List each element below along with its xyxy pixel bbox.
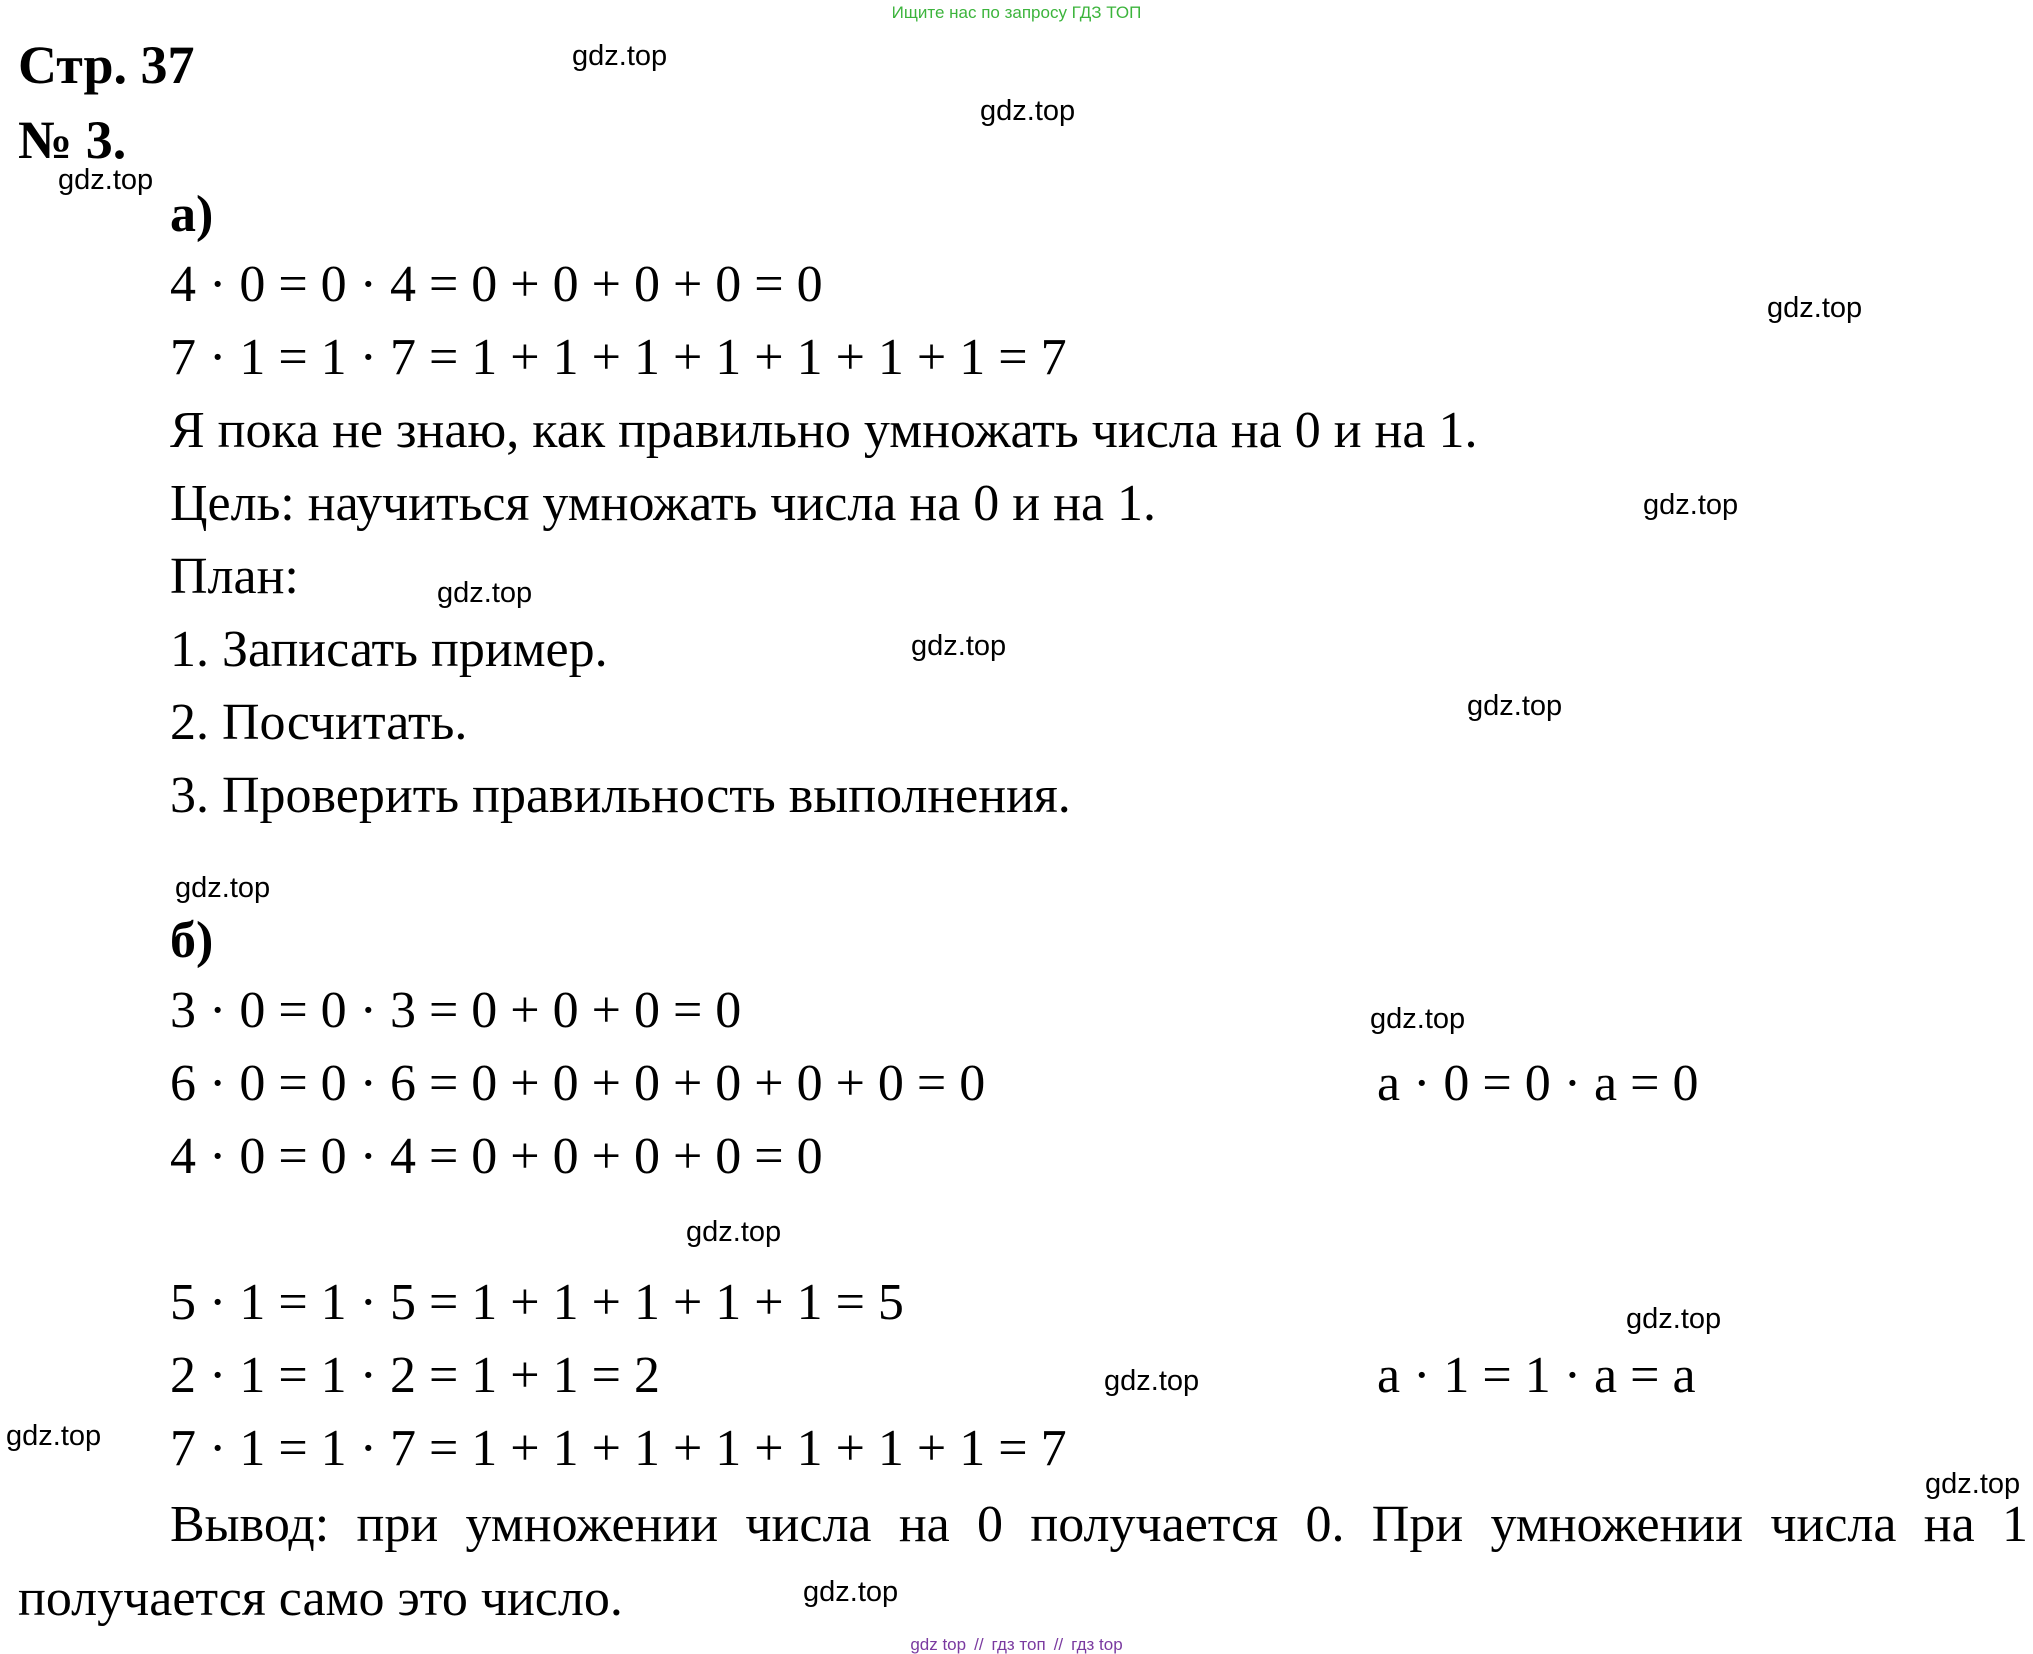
part-a-plan: План: (170, 548, 299, 605)
footer-link[interactable]: gdz top (910, 1635, 967, 1654)
watermark: gdz.top (437, 577, 533, 609)
watermark: gdz.top (803, 1576, 899, 1608)
watermark: gdz.top (1467, 690, 1563, 722)
part-b-one-line-1: 5 · 1 = 1 · 5 = 1 + 1 + 1 + 1 + 1 = 5 (170, 1274, 904, 1331)
one-rule: a · 1 = 1 · a = a (1377, 1347, 1696, 1404)
part-a-goal: Цель: научиться умножать числа на 0 и на 1. (170, 475, 1157, 532)
part-b-one-line-2: 2 · 1 = 1 · 2 = 1 + 1 = 2 (170, 1347, 660, 1404)
footer-separator: // (974, 1635, 984, 1654)
watermark: gdz.top (175, 872, 271, 904)
part-b-one-line-3: 7 · 1 = 1 · 7 = 1 + 1 + 1 + 1 + 1 + 1 + 1 = 7 (170, 1420, 1067, 1477)
watermark: gdz.top (58, 164, 154, 196)
watermark: gdz.top (1370, 1003, 1466, 1035)
watermark: gdz.top (911, 630, 1007, 662)
watermark: gdz.top (686, 1216, 782, 1248)
part-b-zero-line-2: 6 · 0 = 0 · 6 = 0 + 0 + 0 + 0 + 0 + 0 = 0 (170, 1055, 986, 1112)
watermark: gdz.top (1626, 1303, 1722, 1335)
task-number: № 3. (18, 110, 127, 170)
part-a-label: а) (170, 186, 214, 243)
footer-link[interactable]: гдз top (1071, 1635, 1123, 1654)
part-a-line-2: 7 · 1 = 1 · 7 = 1 + 1 + 1 + 1 + 1 + 1 + 1 = 7 (170, 329, 1067, 386)
footer-separator: // (1053, 1635, 1064, 1654)
watermark: gdz.top (572, 40, 668, 72)
part-b-zero-line-1: 3 · 0 = 0 · 3 = 0 + 0 + 0 = 0 (170, 982, 742, 1039)
zero-rule: a · 0 = 0 · a = 0 (1377, 1055, 1699, 1112)
watermark: gdz.top (980, 95, 1076, 127)
watermark: gdz.top (1925, 1468, 2021, 1500)
page-heading: Стр. 37 (18, 35, 195, 95)
part-b-label: б) (170, 912, 214, 969)
part-b-zero-line-3: 4 · 0 = 0 · 4 = 0 + 0 + 0 + 0 = 0 (170, 1128, 823, 1185)
conclusion-text: Вывод: при умножении числа на 0 получается 0. При умножении числа на 1 получается само это число. (18, 1496, 2028, 1627)
watermark: gdz.top (1643, 489, 1739, 521)
top-banner: Ищите нас по запросу ГДЗ ТОП (891, 3, 1142, 22)
plan-step-2: 2. Посчитать. (170, 694, 468, 751)
footer-link[interactable]: гдз топ (991, 1635, 1046, 1654)
part-a-line-1: 4 · 0 = 0 · 4 = 0 + 0 + 0 + 0 = 0 (170, 256, 823, 313)
part-a-line-3: Я пока не знаю, как правильно умножать числа на 0 и на 1. (170, 402, 1478, 459)
watermark: gdz.top (1104, 1365, 1200, 1397)
footer-links (0, 1636, 2033, 1653)
watermark: gdz.top (1767, 292, 1863, 324)
watermark: gdz.top (6, 1420, 102, 1452)
plan-step-3: 3. Проверить правильность выполнения. (170, 767, 1071, 824)
plan-step-1: 1. Записать пример. (170, 621, 608, 678)
